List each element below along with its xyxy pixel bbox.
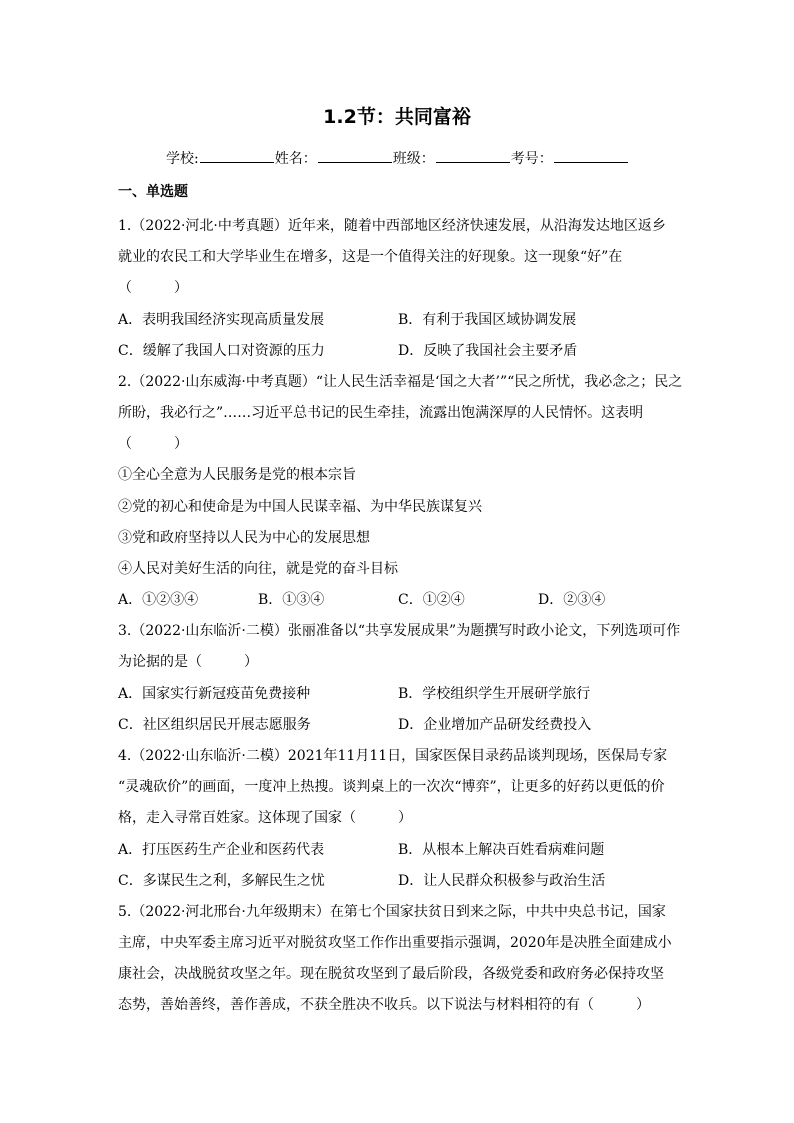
question-3-option-d: D．企业增加产品研发经费投入 (398, 717, 592, 733)
question-1-option-d: D．反映了我国社会主要矛盾 (398, 343, 578, 359)
question-2-option-b: B．①③④ (258, 592, 325, 608)
question-2-statement-4: ④人民对美好生活的向往，就是党的奋斗目标 (118, 561, 398, 577)
school-label: 学校: (166, 151, 199, 167)
question-3-option-c: C．社区组织居民开展志愿服务 (118, 717, 311, 733)
question-4-line-2: “灵魂砍价”的画面，一度冲上热搜。谈判桌上的一次次“博弈”，让更多的好药以更低的价 (118, 779, 665, 795)
question-2-line-1: 2.（2022·山东威海·中考真题）“让人民生活幸福是‘国之大者’”“民之所忧，我必念之；民之 (118, 374, 683, 390)
exam-no-label: 考号： (510, 151, 553, 167)
question-4-line-3: 格，走入寻常百姓家。这体现了国家（ ） (118, 810, 412, 826)
question-3-option-a: A．国家实行新冠疫苗免费接种 (118, 686, 311, 702)
question-5-line-3: 康社会，决战脱贫攻坚之年。现在脱贫攻坚到了最后阶段，各级党委和政府务必保持攻坚 (118, 966, 664, 982)
question-1-option-a: A．表明我国经济实现高质量发展 (118, 312, 325, 328)
question-2-option-a: A．①②③④ (118, 592, 199, 608)
class-label: 班级： (392, 151, 435, 167)
question-1-line-1: 1.（2022·河北·中考真题）近年来，随着中西部地区经济快速发展，从沿海发达地区返乡 (118, 218, 666, 234)
question-1-option-c: C．缓解了我国人口对资源的压力 (118, 343, 325, 359)
question-5-line-1: 5.（2022·河北邢台·九年级期末）在第七个国家扶贫日到来之际，中共中央总书记，国家 (118, 904, 666, 920)
section-heading: 一、单选题 (118, 184, 188, 200)
question-4-line-1: 4.（2022·山东临沂·二模）2021年11月11日，国家医保目录药品谈判现场，医保局专家 (118, 748, 668, 764)
name-label: 姓名： (274, 151, 317, 167)
exam-no-blank[interactable] (554, 148, 628, 163)
name-blank[interactable] (318, 148, 392, 163)
question-2-option-d: D．②③④ (538, 592, 606, 608)
question-2-statement-3: ③党和政府坚持以人民为中心的发展思想 (118, 530, 370, 546)
question-2-statement-2: ②党的初心和使命是为中国人民谋幸福、为中华民族谋复兴 (118, 499, 482, 515)
page-title: 1.2节：共同富裕 (323, 106, 471, 128)
question-4-option-d: D．让人民群众积极参与政治生活 (398, 873, 606, 889)
question-1-line-2: 就业的农民工和大学毕业生在增多，这是一个值得关注的好现象。这一现象“好”在 (118, 249, 623, 265)
question-2-line-3: （ ） (118, 436, 188, 452)
question-3-line-1: 3.（2022·山东临沂·二模）张丽准备以“共享发展成果”为题撰写时政小论文，下列选项可作 (118, 623, 681, 639)
question-2-statement-1: ①全心全意为人民服务是党的根本宗旨 (118, 467, 356, 483)
question-1-line-3: （ ） (118, 280, 188, 296)
question-4-option-b: B．从根本上解决百姓看病难问题 (398, 842, 605, 858)
question-3-line-2: 为论据的是（ ） (118, 654, 258, 670)
question-5-line-4: 态势，善始善终，善作善成，不获全胜决不收兵。以下说法与材料相符的有（ ） (118, 997, 650, 1013)
school-blank[interactable] (200, 148, 274, 163)
question-5-line-2: 主席，中央军委主席习近平对脱贫攻坚工作作出重要指示强调，2020年是决胜全面建成小 (118, 935, 672, 951)
student-info-row (166, 148, 629, 170)
question-2-option-c: C．①②④ (398, 592, 465, 608)
question-2-line-2: 所盼，我必行之”……习近平总书记的民生牵挂，流露出饱满深厚的人民情怀。这表明 (118, 405, 644, 421)
question-1-option-b: B．有利于我国区域协调发展 (398, 312, 577, 328)
question-3-option-b: B．学校组织学生开展研学旅行 (398, 686, 591, 702)
question-4-option-c: C．多谋民生之利，多解民生之忧 (118, 873, 325, 889)
class-blank[interactable] (436, 148, 510, 163)
question-4-option-a: A．打压医药生产企业和医药代表 (118, 842, 325, 858)
